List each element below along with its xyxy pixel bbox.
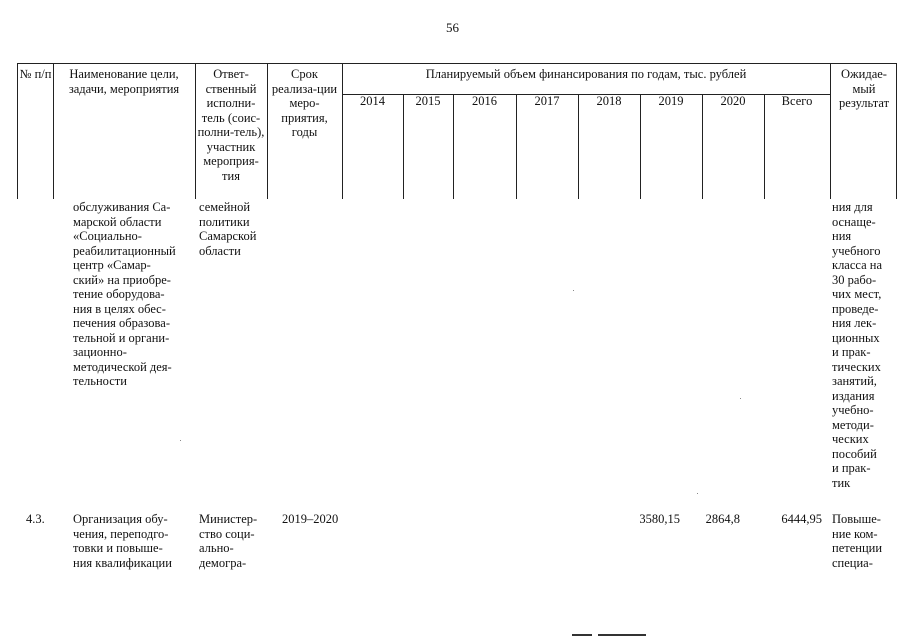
- header-year: 2016: [472, 94, 497, 108]
- continued-row-name: [73, 200, 183, 389]
- scan-speck: [697, 493, 698, 494]
- divider: [195, 64, 196, 199]
- text-line: класса на: [832, 258, 883, 272]
- text-line: зационно-: [73, 345, 127, 359]
- header-executor: Ответ-ственный исполни-тель (соис-полни-тель), участник мероприя-тия: [197, 67, 265, 183]
- text-line: чих мест,: [832, 287, 882, 301]
- text-line: тельной и органи-: [73, 330, 170, 345]
- text-line: учебно-: [832, 403, 874, 417]
- text-line: Министер-: [199, 512, 258, 526]
- text-line: 30 рабо-: [832, 272, 877, 287]
- text-line: тение оборудова-: [73, 287, 165, 301]
- row-4-3-result: [832, 512, 894, 570]
- text-line: ческих: [832, 432, 869, 446]
- scan-mark: [598, 634, 646, 636]
- text-line: издания: [832, 388, 875, 403]
- row-4-3-total: 6444,95: [781, 512, 822, 526]
- text-line: демогра-: [199, 555, 247, 570]
- divider: [764, 94, 765, 199]
- header-name: Наименование цели, задачи, мероприятия: [68, 67, 180, 96]
- header-result: Ожидае-мый результат: [838, 67, 890, 110]
- header-year-total: Всего: [781, 94, 813, 108]
- text-line: «Социально-: [73, 229, 142, 243]
- divider: [342, 64, 343, 199]
- text-line: центр «Самар-: [73, 258, 151, 272]
- divider: [640, 94, 641, 199]
- text-line: методи-: [832, 417, 874, 432]
- text-line: реабилитационный: [73, 243, 176, 258]
- scan-speck: [740, 398, 741, 399]
- row-4-3-executor: [199, 512, 261, 570]
- text-line: Самарской: [199, 229, 257, 243]
- text-line: тельности: [73, 374, 127, 388]
- header-year: 2014: [360, 94, 385, 108]
- text-line: ние ком-: [832, 526, 878, 541]
- divider: [267, 64, 268, 199]
- text-line: занятий,: [832, 374, 877, 388]
- text-line: методической дея-: [73, 359, 172, 374]
- text-line: семейной: [199, 200, 251, 214]
- text-line: области: [199, 243, 241, 258]
- divider: [516, 94, 517, 199]
- text-line: ния для: [832, 200, 873, 214]
- text-line: проведе-: [832, 301, 879, 316]
- text-line: и прак-: [832, 461, 871, 475]
- text-line: марской области: [73, 214, 162, 229]
- text-line: пособий: [832, 446, 877, 461]
- header-number: № п/п: [19, 67, 52, 81]
- page-number: 56: [446, 20, 459, 35]
- row-number: 4.3.: [26, 512, 45, 526]
- header-term: Срок реализа-ции меро-приятия, годы: [271, 67, 338, 139]
- header-year: 2018: [596, 94, 622, 108]
- text-line: ния в целях обес-: [73, 301, 166, 316]
- header-year: 2015: [415, 94, 441, 108]
- header-year: 2017: [534, 94, 560, 108]
- text-line: обслуживания Са-: [73, 200, 171, 214]
- text-line: тических: [832, 359, 881, 374]
- divider: [453, 94, 454, 199]
- row-4-3-value-2020: 2864,8: [705, 512, 740, 526]
- header-year: 2019: [658, 94, 684, 108]
- continued-row-result: [832, 200, 894, 490]
- text-line: петенции: [832, 541, 883, 555]
- divider: [578, 94, 579, 199]
- table-header: [17, 63, 897, 199]
- text-line: ство соци-: [199, 526, 255, 541]
- text-line: Повыше-: [832, 512, 881, 526]
- text-line: политики: [199, 214, 250, 229]
- text-line: чения, переподго-: [73, 526, 169, 541]
- text-line: печения образова-: [73, 316, 170, 330]
- divider: [403, 94, 404, 199]
- header-year: 2020: [720, 94, 746, 108]
- divider: [53, 64, 54, 199]
- text-line: ния квалификации: [73, 555, 172, 570]
- text-line: специа-: [832, 555, 873, 570]
- text-line: Организация обу-: [73, 512, 168, 526]
- row-4-3-term: 2019–2020: [282, 512, 339, 526]
- divider: [702, 94, 703, 199]
- text-line: ния: [832, 229, 852, 243]
- text-line: оснаще-: [832, 214, 876, 229]
- text-line: товки и повыше-: [73, 541, 163, 555]
- text-line: ский» на приобре-: [73, 272, 171, 287]
- row-4-3-name: [73, 512, 183, 570]
- continued-row-executor: [199, 200, 269, 258]
- text-line: учебного: [832, 243, 881, 258]
- scan-mark: [572, 634, 592, 636]
- scan-speck: [573, 290, 574, 291]
- row-4-3-value-2019: 3580,15: [639, 512, 680, 526]
- header-finance: Планируемый объем финансирования по годам, тыс. рублей: [425, 67, 747, 81]
- text-line: ния лек-: [832, 316, 877, 330]
- text-line: и прак-: [832, 345, 871, 359]
- scan-speck: [180, 440, 181, 441]
- text-line: ционных: [832, 330, 880, 345]
- text-line: тик: [832, 475, 851, 490]
- text-line: ально-: [199, 541, 234, 555]
